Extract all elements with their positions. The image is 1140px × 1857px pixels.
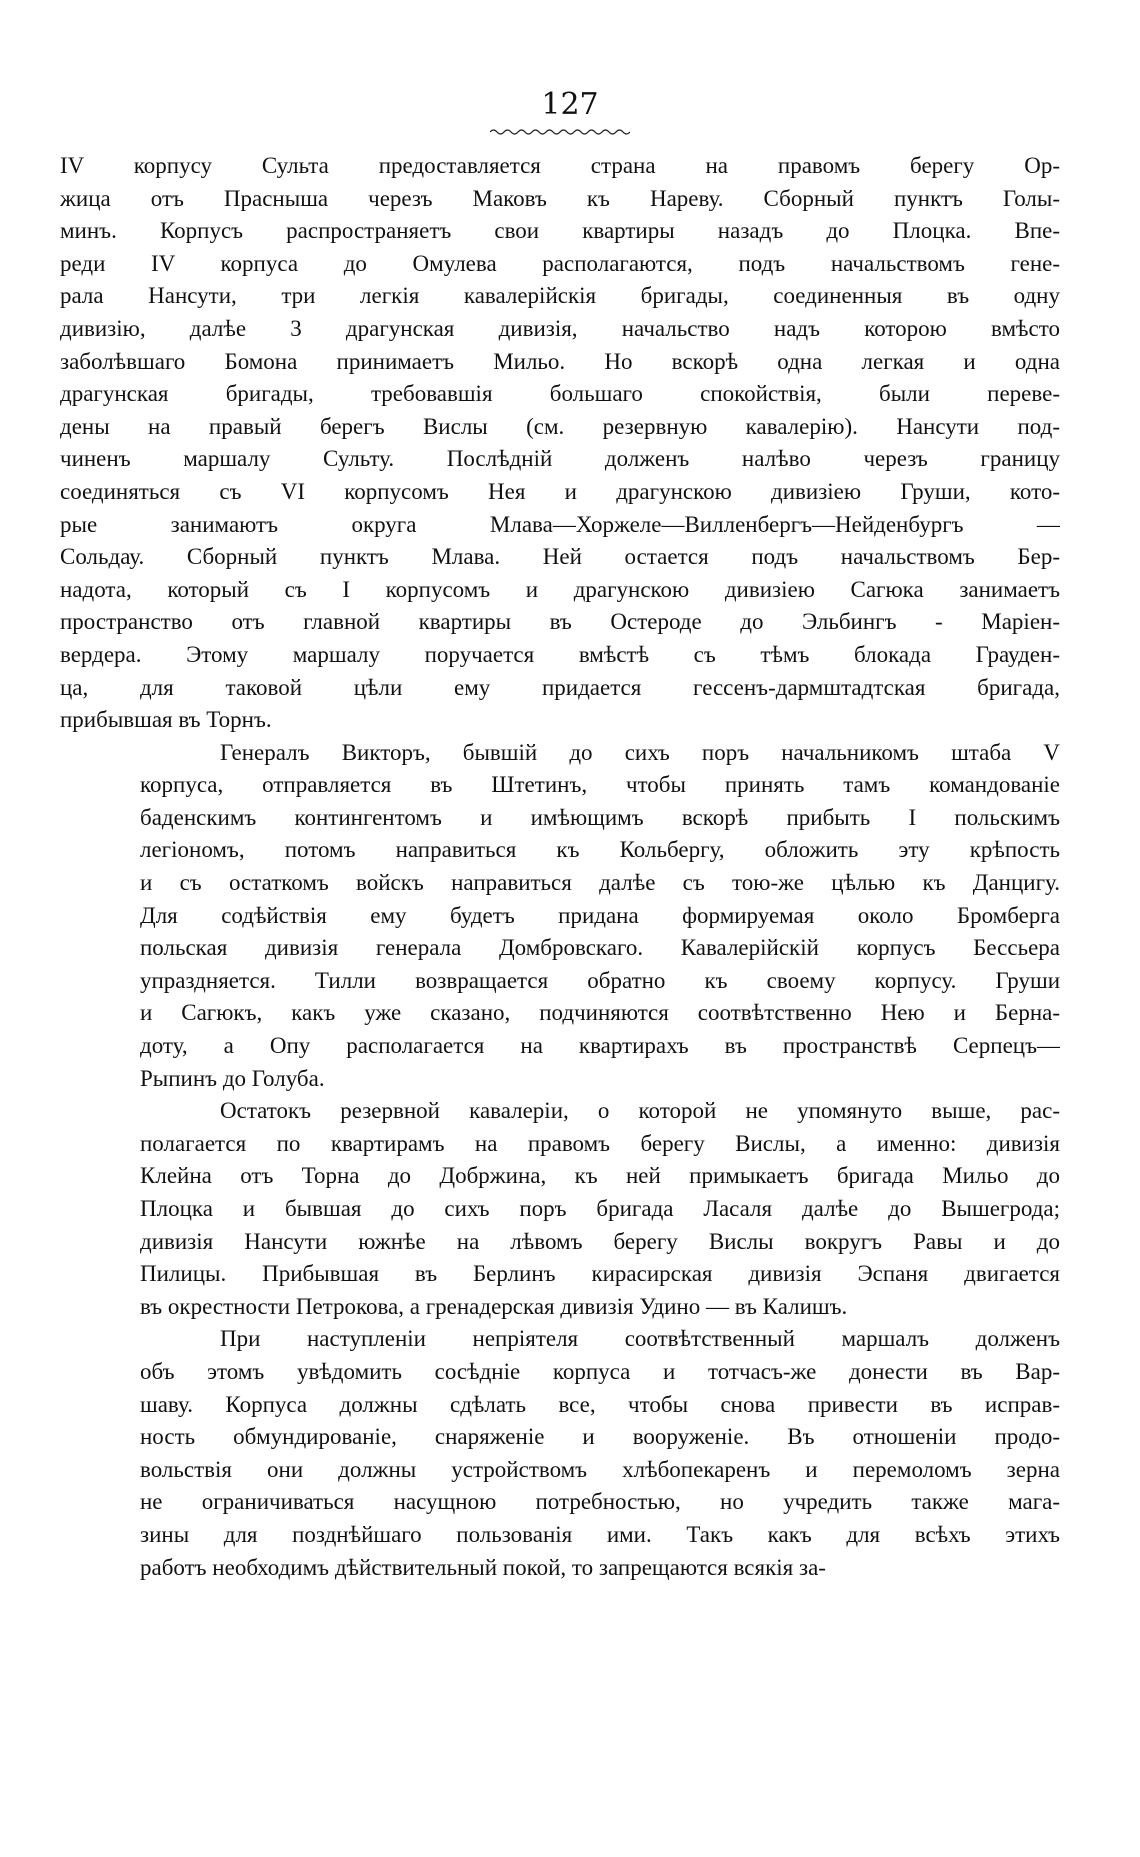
text-line: вердера. Этому маршалу поручается вмѣстѣ съ тѣмъ блокада Грауден- xyxy=(60,641,1060,667)
page-number: 127 xyxy=(541,87,599,122)
text-line: чиненъ маршалу Сульту. Послѣдній долженъ налѣво черезъ границу xyxy=(60,446,1060,472)
text-line: пространство отъ главной квартиры въ Остероде до Эльбингъ - Маріен- xyxy=(60,609,1060,635)
text-line: не ограничиваться насущною потребностью, но учредить также мага- xyxy=(140,1489,1060,1515)
body-text xyxy=(60,150,1060,1584)
text-line: Пилицы. Прибывшая въ Берлинъ кирасирская дивизія Эспаня двигается xyxy=(140,1261,1060,1287)
text-line: польская дивизія генерала Домбровскаго. Кавалерійскій корпусъ Бессьера xyxy=(140,935,1060,961)
paragraph xyxy=(60,1323,1060,1584)
text-line: IV корпусу Сульта предоставляется страна на правомъ берегу Ор- xyxy=(60,153,1060,178)
text-line: работъ необходимъ дѣйствительный покой, то запрещаются всякія за- xyxy=(140,1554,826,1580)
text-line: Рыпинъ до Голуба. xyxy=(140,1065,325,1091)
text-line: рые занимаютъ округа Млава—Хоржеле—Вилленбергъ—Нейденбургъ — xyxy=(60,511,1060,537)
text-line: рала Нансути, три легкія кавалерійскія бригады, соединенныя въ одну xyxy=(60,283,1060,309)
text-line: въ окрестности Петрокова, а гренадерская дивизія Удино — въ Калишъ. xyxy=(140,1293,848,1319)
text-line: зины для позднѣйшаго пользованія ими. Такъ какъ для всѣхъ этихъ xyxy=(140,1521,1060,1547)
text-line: прибывшая въ Торнъ. xyxy=(60,707,272,733)
text-line: Генералъ Викторъ, бывшій до сихъ поръ начальникомъ штаба V xyxy=(220,739,1060,765)
text-line: и Сагюкъ, какъ уже сказано, подчиняются соотвѣтственно Нею и Берна- xyxy=(140,1000,1060,1026)
text-line: ца, для таковой цѣли ему придается гессенъ-дармштадтская бригада, xyxy=(60,674,1060,700)
text-line: жица отъ Прасныша черезъ Маковъ къ Нареву. Сборный пунктъ Голы- xyxy=(60,185,1060,211)
text-line: надота, который съ I корпусомъ и драгунскою дивизіею Сагюка занимаетъ xyxy=(60,576,1060,602)
text-line: и съ остаткомъ войскъ направиться далѣе съ тою-же цѣлью къ Данцигу. xyxy=(140,870,1060,896)
text-line: минъ. Корпусъ распространяетъ свои квартиры назадъ до Плоцка. Впе- xyxy=(60,218,1060,244)
text-line: упраздняется. Тилли возвращается обратно къ своему корпусу. Груши xyxy=(140,967,1060,993)
paragraph xyxy=(60,737,1060,1096)
text-line: драгунская бригады, требовавшія большаго спокойствія, были переве- xyxy=(60,381,1060,407)
paragraph xyxy=(60,1095,1060,1323)
text-line: баденскимъ контингентомъ и имѣющимъ вскорѣ прибыть I польскимъ xyxy=(140,804,1060,830)
text-line: доту, а Опу располагается на квартирахъ въ пространствѣ Серпецъ— xyxy=(140,1033,1060,1059)
wavy-ornament xyxy=(490,128,630,136)
text-line: реди IV корпуса до Омулева располагаются, подъ начальствомъ гене- xyxy=(60,250,1060,276)
text-line: Остатокъ резервной кавалеріи, о которой не упомянуто выше, рас- xyxy=(220,1098,1060,1124)
text-line: корпуса, отправляется въ Штетинъ, чтобы принять тамъ командованіе xyxy=(140,772,1060,798)
text-line: ность обмундированіе, снаряженіе и вооруженіе. Въ отношеніи продо- xyxy=(140,1424,1060,1450)
text-line: Плоцка и бывшая до сихъ поръ бригада Ласаля далѣе до Вышегрода; xyxy=(140,1196,1060,1221)
text-line: полагается по квартирамъ на правомъ берегу Вислы, а именно: дивизія xyxy=(140,1130,1060,1156)
paragraph xyxy=(60,150,1060,737)
text-line: объ этомъ увѣдомить сосѣдніе корпуса и тотчасъ-же донести въ Вар- xyxy=(140,1358,1060,1384)
text-line: Клейна отъ Торна до Добржина, къ ней примыкаетъ бригада Мильо до xyxy=(140,1163,1060,1189)
text-line: Сольдау. Сборный пунктъ Млава. Ней остается подъ начальствомъ Бер- xyxy=(60,544,1060,570)
text-line: Для содѣйствія ему будетъ придана формируемая около Бромберга xyxy=(140,902,1060,928)
text-line: дивизію, далѣе 3 драгунская дивизія, начальство надъ которою вмѣсто xyxy=(60,315,1060,341)
text-line: легіономъ, потомъ направиться къ Кольбергу, обложить эту крѣпость xyxy=(140,837,1060,863)
text-line: дены на правый берегъ Вислы (см. резервную кавалерію). Нансути под- xyxy=(60,413,1060,439)
text-line: вольствія они должны устройствомъ хлѣбопекаренъ и перемоломъ зерна xyxy=(140,1456,1060,1482)
text-line: заболѣвшаго Бомона принимаетъ Мильо. Но вскорѣ одна легкая и одна xyxy=(60,348,1060,374)
text-line: соединяться съ VI корпусомъ Нея и драгунскою дивизіею Груши, кото- xyxy=(60,478,1060,504)
text-line: шаву. Корпуса должны сдѣлать все, чтобы снова привести въ исправ- xyxy=(140,1391,1060,1417)
text-line: дивизія Нансути южнѣе на лѣвомъ берегу Вислы вокругъ Равы и до xyxy=(140,1228,1060,1254)
text-line: При наступленіи непріятеля соотвѣтственный маршалъ долженъ xyxy=(220,1326,1060,1352)
